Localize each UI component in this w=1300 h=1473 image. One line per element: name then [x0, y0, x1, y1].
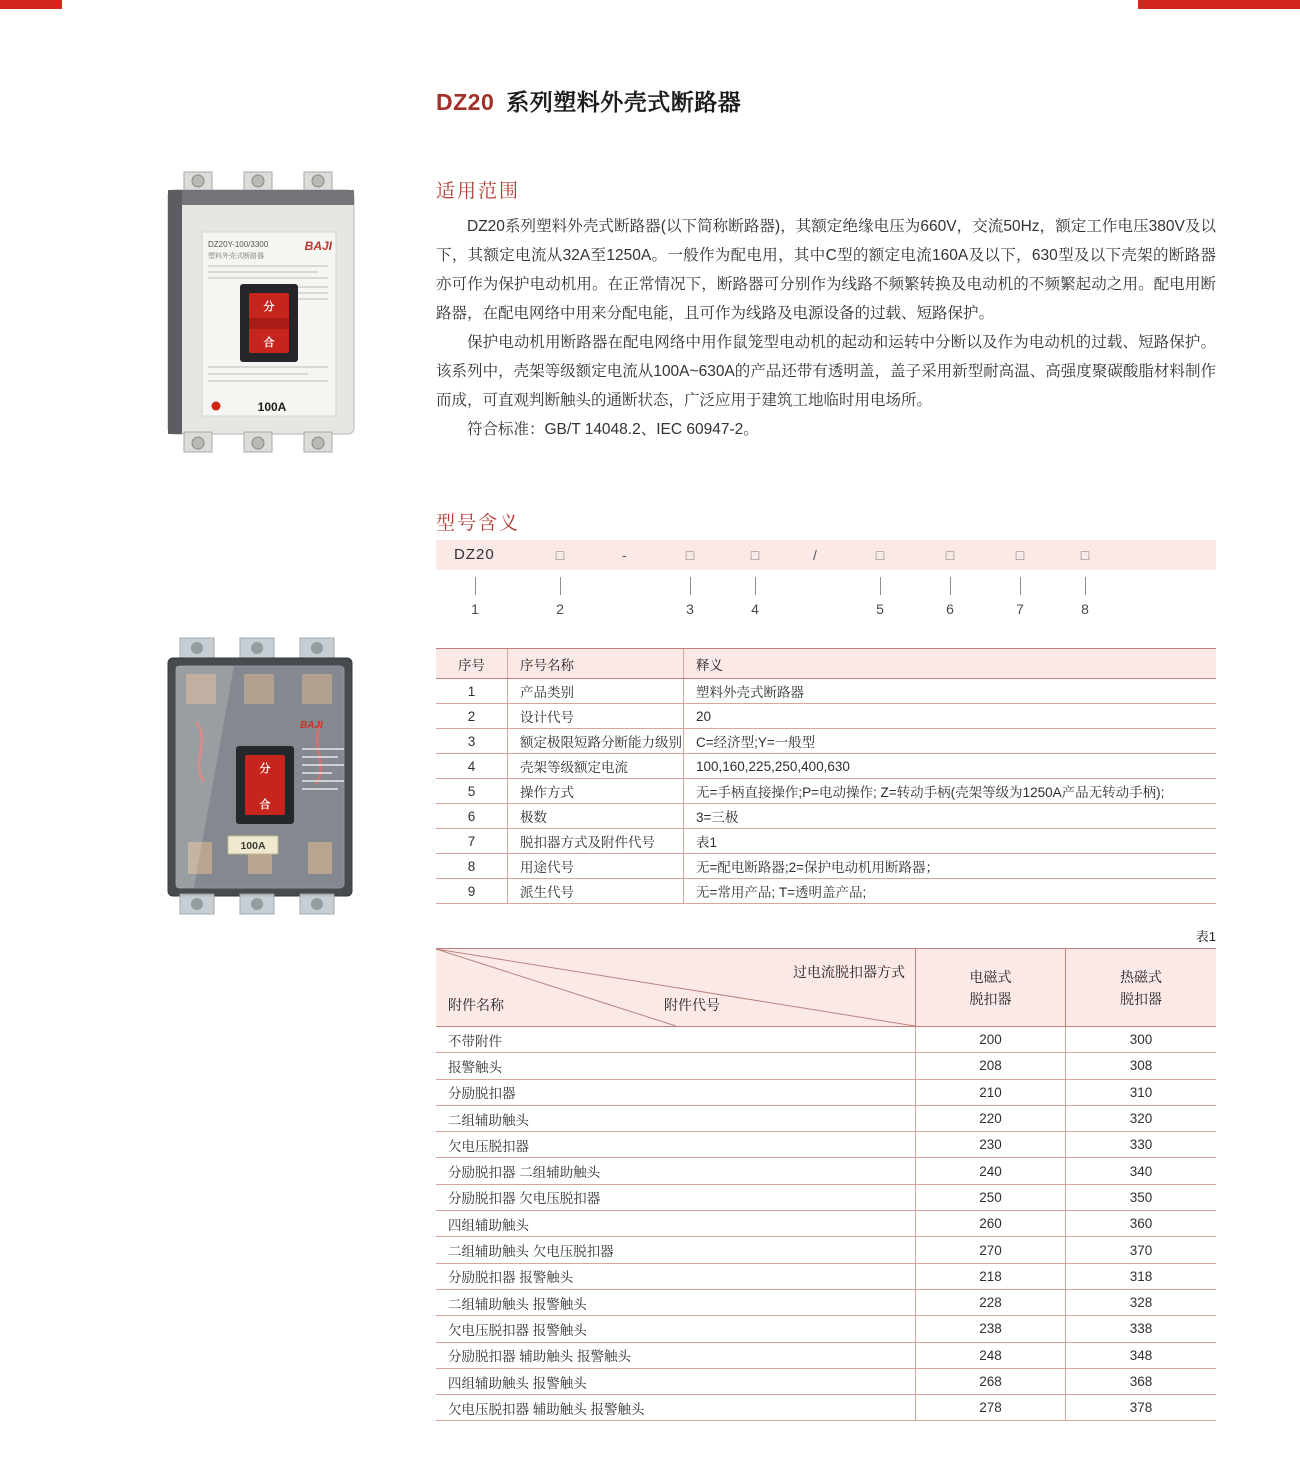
indicator-dot	[212, 402, 221, 411]
table-row	[436, 1132, 1216, 1158]
table-row	[436, 1211, 1216, 1237]
position-number: 7	[1016, 601, 1024, 617]
cell-thermomagnetic-code: 318	[1129, 1268, 1153, 1284]
cell-accessory-name: 四组辅助触头	[436, 1211, 916, 1236]
position-number: 1	[471, 601, 479, 617]
scope-paragraph-2: 保护电动机用断路器在配电网络中用作鼠笼型电动机的起动和运转中分断以及作为电动机的过载、短路保护。该系列中，壳架等级额定电流从100A~630A的产品还带有透明盖，盖子采用新型耐高温、高强度聚碳酸脂材料制作而成，可直观判断触头的通断状态，广泛应用于建筑工地临时用电场所。	[436, 334, 1216, 409]
cell-electromagnetic-code: 278	[916, 1395, 1066, 1420]
cell-serial-number: 1	[436, 679, 508, 703]
cell-accessory-name: 四组辅助触头 报警触头	[436, 1369, 916, 1394]
cell-thermomagnetic-code: 330	[1129, 1137, 1153, 1153]
handle-grip	[249, 318, 289, 329]
table-row	[436, 1080, 1216, 1106]
cell-serial-number: 4	[436, 754, 508, 778]
cell-thermomagnetic-code: 378	[1129, 1400, 1153, 1416]
cell-thermomagnetic-code: 350	[1129, 1189, 1153, 1205]
cell-accessory-name: 欠电压脱扣器 辅助触头 报警触头	[436, 1395, 916, 1420]
cell-electromagnetic-code: 260	[916, 1211, 1066, 1236]
model-code-prefix: DZ20	[454, 546, 495, 563]
tick-line	[690, 577, 691, 595]
table-row	[436, 729, 1216, 754]
corner-label-accessory-name: 附件名称	[448, 997, 504, 1013]
model-code-band	[436, 540, 1216, 570]
tick-line	[880, 577, 881, 595]
position-marker-8	[1065, 572, 1105, 617]
cell-thermomagnetic-code: 340	[1129, 1163, 1153, 1179]
header-thermomagnetic-line2: 脱扣器	[1120, 990, 1162, 1007]
position-marker-3	[670, 572, 710, 617]
cell-explanation: 3=三极	[696, 810, 739, 825]
position-marker-1	[455, 572, 495, 617]
cell-explanation: 100,160,225,250,400,630	[696, 758, 850, 774]
cell-accessory-name: 分励脱扣器 辅助触头 报警触头	[436, 1343, 916, 1368]
table-row	[436, 1158, 1216, 1184]
cell-electromagnetic-code: 228	[916, 1290, 1066, 1315]
cell-serial-name: 用途代号	[508, 854, 684, 878]
bottom-terminals	[184, 432, 332, 452]
cell-explanation: 无=手柄直接操作;P=电动操作; Z=转动手柄(壳架等级为1250A产品无转动手柄);	[696, 785, 1165, 800]
brand-logo: BAJI	[300, 720, 323, 731]
breaker-top-strip	[168, 190, 354, 205]
header-thermomagnetic-release	[1066, 949, 1216, 1026]
cell-serial-name: 额定极限短路分断能力级别	[508, 729, 684, 753]
cell-thermomagnetic-code: 308	[1129, 1058, 1153, 1074]
bottom-terminals	[180, 894, 334, 914]
cell-serial-name: 壳架等级额定电流	[508, 754, 684, 778]
cell-explanation: 20	[696, 708, 712, 724]
cell-serial-name: 操作方式	[508, 779, 684, 803]
header-electromagnetic-line1: 电磁式	[969, 968, 1012, 985]
handle-on-char: 合	[263, 337, 275, 349]
header-serial-name: 序号名称	[508, 649, 684, 678]
cell-accessory-name: 二组辅助触头 报警触头	[436, 1290, 916, 1315]
cell-electromagnetic-code: 270	[916, 1237, 1066, 1262]
header-electromagnetic-line2: 脱扣器	[969, 990, 1012, 1007]
table-row	[436, 779, 1216, 804]
handle-off-char: 分	[259, 763, 271, 775]
cell-electromagnetic-code: 208	[916, 1053, 1066, 1078]
top-right-red-bar	[1138, 0, 1300, 9]
cell-serial-name: 产品类别	[508, 679, 684, 703]
cell-accessory-name: 分励脱扣器	[436, 1080, 916, 1105]
cell-accessory-name: 分励脱扣器 二组辅助触头	[436, 1158, 916, 1183]
table-row	[436, 879, 1216, 904]
cell-serial-number: 7	[436, 829, 508, 853]
cell-accessory-name: 报警触头	[436, 1053, 916, 1078]
cell-serial-number: 5	[436, 779, 508, 803]
cell-thermomagnetic-code: 348	[1129, 1347, 1153, 1363]
header-serial-number: 序号	[436, 649, 508, 678]
cell-electromagnetic-code: 238	[916, 1316, 1066, 1341]
model-code-box-6: □	[945, 547, 955, 563]
position-number: 8	[1081, 601, 1089, 617]
table-row	[436, 829, 1216, 854]
cell-thermomagnetic-code: 368	[1129, 1374, 1153, 1389]
product-photo-transparent-breaker	[150, 630, 370, 927]
corner-label-trip-mode: 过电流脱扣器方式	[793, 964, 905, 980]
brand-logo: BAJI	[304, 239, 332, 253]
table-row	[436, 1264, 1216, 1290]
top-terminals	[180, 638, 334, 660]
tick-line	[560, 577, 561, 595]
cell-electromagnetic-code: 250	[916, 1185, 1066, 1210]
model-position-markers	[436, 572, 1216, 628]
scope-paragraph-3: 符合标准：GB/T 14048.2、IEC 60947-2。	[467, 421, 759, 438]
position-number: 3	[686, 601, 694, 617]
cell-accessory-name: 欠电压脱扣器 报警触头	[436, 1316, 916, 1341]
position-number: 5	[876, 601, 884, 617]
table-row	[436, 804, 1216, 829]
model-code-box-3: □	[685, 547, 695, 563]
page-title-text: 系列塑料外壳式断路器	[506, 89, 742, 115]
table-row	[436, 679, 1216, 704]
cell-thermomagnetic-code: 328	[1129, 1295, 1153, 1311]
table1-body	[436, 1027, 1216, 1421]
accessory-code-table	[436, 948, 1216, 1421]
cell-thermomagnetic-code: 360	[1129, 1216, 1153, 1232]
table-row	[436, 1053, 1216, 1079]
page-title-series: DZ20	[436, 89, 495, 115]
cell-electromagnetic-code: 268	[916, 1369, 1066, 1394]
cell-explanation: 无=配电断路器;2=保护电动机用断路器；	[696, 860, 940, 875]
cell-accessory-name: 二组辅助触头	[436, 1106, 916, 1131]
model-designation-table	[436, 648, 1216, 904]
scope-paragraphs	[436, 212, 1216, 444]
cell-accessory-name: 二组辅助触头 欠电压脱扣器	[436, 1237, 916, 1262]
table-row	[436, 1185, 1216, 1211]
cell-serial-number: 2	[436, 704, 508, 728]
scope-paragraph-1: DZ20系列塑料外壳式断路器(以下简称断路器)，其额定绝缘电压为660V，交流50Hz，额定工作电压380V及以下，其额定电流从32A至1250A。一般作为配电用，其中C型的额定电流160A及以下，630型及以下壳架的断路器亦可作为保护电动机用。在正常情况下，断路器可分别作为线路不频繁转换及电动机的不频繁起动之用。配电用断路器，在配电网络中用来分配电能，且可作为线路及电源设备的过载、短路保护。	[436, 218, 1216, 322]
position-marker-5	[860, 572, 900, 617]
position-marker-4	[735, 572, 775, 617]
table-row	[436, 854, 1216, 879]
table1-header-row	[436, 949, 1216, 1027]
tick-line	[1085, 577, 1086, 595]
cell-electromagnetic-code: 248	[916, 1343, 1066, 1368]
tick-line	[1020, 577, 1021, 595]
model-code-box-4: □	[750, 547, 760, 563]
model-code-box-8: □	[1080, 547, 1090, 563]
handle-on-char: 合	[259, 799, 271, 811]
table-row	[436, 1237, 1216, 1263]
cell-thermomagnetic-code: 370	[1129, 1242, 1153, 1258]
tick-line	[475, 577, 476, 595]
header-explanation: 释义	[696, 657, 723, 673]
tick-line	[950, 577, 951, 595]
cell-electromagnetic-code: 200	[916, 1027, 1066, 1052]
cell-serial-name: 脱扣器方式及附件代号	[508, 829, 684, 853]
table-row	[436, 1290, 1216, 1316]
cell-serial-number: 8	[436, 854, 508, 878]
top-left-red-bar	[0, 0, 62, 9]
model-code-box-7: □	[1015, 547, 1025, 563]
section-heading-scope: 适用范围	[436, 181, 521, 202]
table-row	[436, 1316, 1216, 1342]
corner-label-accessory-code: 附件代号	[664, 997, 720, 1013]
page-title	[436, 84, 741, 117]
tick-line	[755, 577, 756, 595]
table1-diagonal-corner-cell	[436, 949, 916, 1026]
table-row	[436, 1027, 1216, 1053]
breaker-solid-illustration	[148, 166, 373, 458]
table1-caption: 表1	[1195, 929, 1216, 944]
cell-accessory-name: 分励脱扣器 欠电压脱扣器	[436, 1185, 916, 1210]
model-table-header-row	[436, 649, 1216, 679]
cell-electromagnetic-code: 218	[916, 1264, 1066, 1289]
table-row	[436, 1106, 1216, 1132]
cell-thermomagnetic-code: 320	[1129, 1111, 1153, 1127]
position-marker-2	[540, 572, 580, 617]
cell-serial-number: 9	[436, 879, 508, 903]
position-marker-6	[930, 572, 970, 617]
table-row	[436, 704, 1216, 729]
header-thermomagnetic-line1: 热磁式	[1120, 968, 1162, 985]
header-electromagnetic-release	[916, 949, 1066, 1026]
table-row	[436, 1369, 1216, 1395]
cell-serial-number: 6	[436, 804, 508, 828]
position-marker-7	[1000, 572, 1040, 617]
cell-electromagnetic-code: 230	[916, 1132, 1066, 1157]
handle-off-char: 分	[263, 301, 275, 313]
cell-thermomagnetic-code: 300	[1129, 1032, 1153, 1048]
model-code-box-5: □	[875, 547, 885, 563]
cell-serial-number: 3	[436, 729, 508, 753]
breaker-transparent-illustration	[150, 630, 370, 922]
cell-explanation: 表1	[696, 835, 718, 850]
cell-accessory-name: 分励脱扣器 报警触头	[436, 1264, 916, 1289]
model-code-dash: -	[622, 547, 627, 563]
breaker-side-shadow	[168, 190, 182, 434]
section-heading-model: 型号含义	[436, 513, 521, 534]
cell-serial-name: 派生代号	[508, 879, 684, 903]
table-row	[436, 1343, 1216, 1369]
position-number: 2	[556, 601, 564, 617]
label-subtitle-text: 塑料外壳式断路器	[208, 253, 264, 260]
cell-electromagnetic-code: 210	[916, 1080, 1066, 1105]
table-row	[436, 1395, 1216, 1421]
position-number: 4	[751, 601, 759, 617]
cell-electromagnetic-code: 240	[916, 1158, 1066, 1183]
cell-explanation: 无=常用产品; T=透明盖产品;	[696, 885, 867, 900]
product-photo-solid-breaker	[148, 166, 373, 463]
cell-thermomagnetic-code: 310	[1129, 1084, 1153, 1100]
model-table-body	[436, 679, 1216, 904]
cell-accessory-name: 欠电压脱扣器	[436, 1132, 916, 1157]
rating-text: 100A	[257, 400, 287, 414]
cell-explanation: 塑料外壳式断路器	[696, 685, 804, 700]
cell-thermomagnetic-code: 338	[1129, 1321, 1153, 1337]
model-code-text: DZ20Y-100/3300	[208, 240, 269, 249]
table-row	[436, 754, 1216, 779]
model-code-box-2: □	[555, 547, 565, 563]
model-code-slash: /	[813, 547, 817, 563]
cell-explanation: C=经济型;Y=一般型	[696, 735, 816, 750]
cell-serial-name: 极数	[508, 804, 684, 828]
position-number: 6	[946, 601, 954, 617]
cell-accessory-name: 不带附件	[436, 1027, 916, 1052]
cell-electromagnetic-code: 220	[916, 1106, 1066, 1131]
rating-text: 100A	[240, 840, 266, 852]
cell-serial-name: 设计代号	[508, 704, 684, 728]
